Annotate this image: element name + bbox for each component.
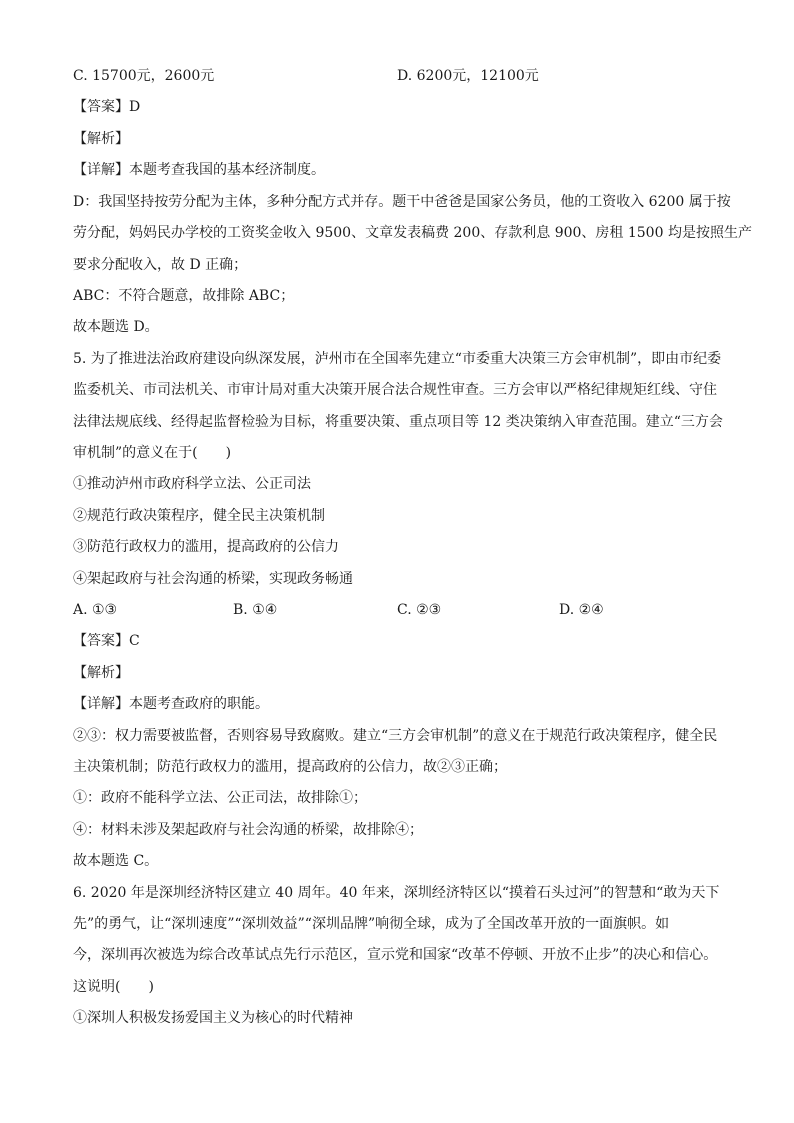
q5-detail: 【详解】本题考查政府的职能。	[73, 696, 269, 712]
q5-item-2: ②规范行政决策程序，健全民主决策机制	[73, 508, 325, 524]
q5-stem-line2: 监委机关、市司法机关、市审计局对重大决策开展合法合规性审查。三方会审以严格纪律规矩红线、守住	[73, 382, 717, 398]
q5-stem-line1: 5. 为了推进法治政府建设向纵深发展，泸州市在全国率先建立“市委重大决策三方会审机制”，即由市纪委	[73, 351, 722, 367]
q5-item-4: ④架起政府与社会沟通的桥梁，实现政务畅通	[73, 571, 353, 587]
q6-stem-line2: 先”的勇气，让“深圳速度”“深圳效益”“深圳品牌”响彻全球，成为了全国改革开放的一面旗帜。如	[73, 916, 670, 932]
q5-stem-line4: 审机制”的意义在于( )	[73, 445, 232, 461]
q5-explanation-23-line1: ②③：权力需要被监督，否则容易导致腐败。建立“三方会审机制”的意义在于规范行政决策程序，健全民	[73, 728, 718, 744]
q4-option-d: D. 6200元，12100元	[397, 68, 539, 84]
q5-item-3: ③防范行政权力的滥用，提高政府的公信力	[73, 539, 339, 555]
q5-answer: 【答案】C	[73, 633, 140, 649]
q4-answer: 【答案】D	[73, 99, 141, 115]
q4-conclusion: 故本题选 D。	[73, 319, 159, 335]
q5-option-c: C. ②③	[397, 602, 442, 618]
q5-conclusion: 故本题选 C。	[73, 853, 159, 869]
q5-explanation-1: ①：政府不能科学立法、公正司法，故排除①；	[73, 790, 367, 806]
q5-item-1: ①推动泸州市政府科学立法、公正司法	[73, 476, 311, 492]
q5-option-a: A. ①③	[73, 602, 118, 618]
q5-analysis-label: 【解析】	[73, 665, 129, 681]
q4-explanation-d-line3: 要求分配收入，故 D 正确；	[73, 257, 248, 273]
q6-stem-line3: 今，深圳再次被选为综合改革试点先行示范区，宣示党和国家“改革不停顿、开放不止步”的决心和信心。	[73, 947, 718, 963]
q4-explanation-abc: ABC：不符合题意，故排除 ABC；	[73, 288, 295, 304]
q4-analysis-label: 【解析】	[73, 131, 129, 147]
q5-explanation-4: ④：材料未涉及架起政府与社会沟通的桥梁，故排除④；	[73, 822, 423, 838]
q4-option-c: C. 15700元，2600元	[73, 68, 215, 84]
q5-option-d: D. ②④	[559, 602, 604, 618]
q6-stem-line1: 6. 2020 年是深圳经济特区建立 40 周年。40 年来，深圳经济特区以“摸着石头过河”的智慧和“敢为天下	[73, 885, 720, 901]
q5-explanation-23-line2: 主决策机制；防范行政权力的滥用，提高政府的公信力，故②③正确；	[73, 759, 507, 775]
q5-stem-line3: 法律法规底线、经得起监督检验为目标，将重要决策、重点项目等 12 类决策纳入审查范围。建立“三方会	[73, 414, 723, 430]
q5-option-b: B. ①④	[233, 602, 278, 618]
q4-explanation-d-line1: D：我国坚持按劳分配为主体，多种分配方式并存。题干中爸爸是国家公务员，他的工资收入 6200 属于按	[73, 194, 731, 210]
q6-item-1: ①深圳人积极发扬爱国主义为核心的时代精神	[73, 1010, 353, 1026]
q4-explanation-d-line2: 劳分配，妈妈民办学校的工资奖金收入 9500、文章发表稿费 200、存款利息 900、房租 1500 均是按照生产	[73, 225, 752, 241]
q4-detail: 【详解】本题考查我国的基本经济制度。	[73, 162, 325, 178]
q6-stem-line4: 这说明( )	[73, 979, 154, 995]
